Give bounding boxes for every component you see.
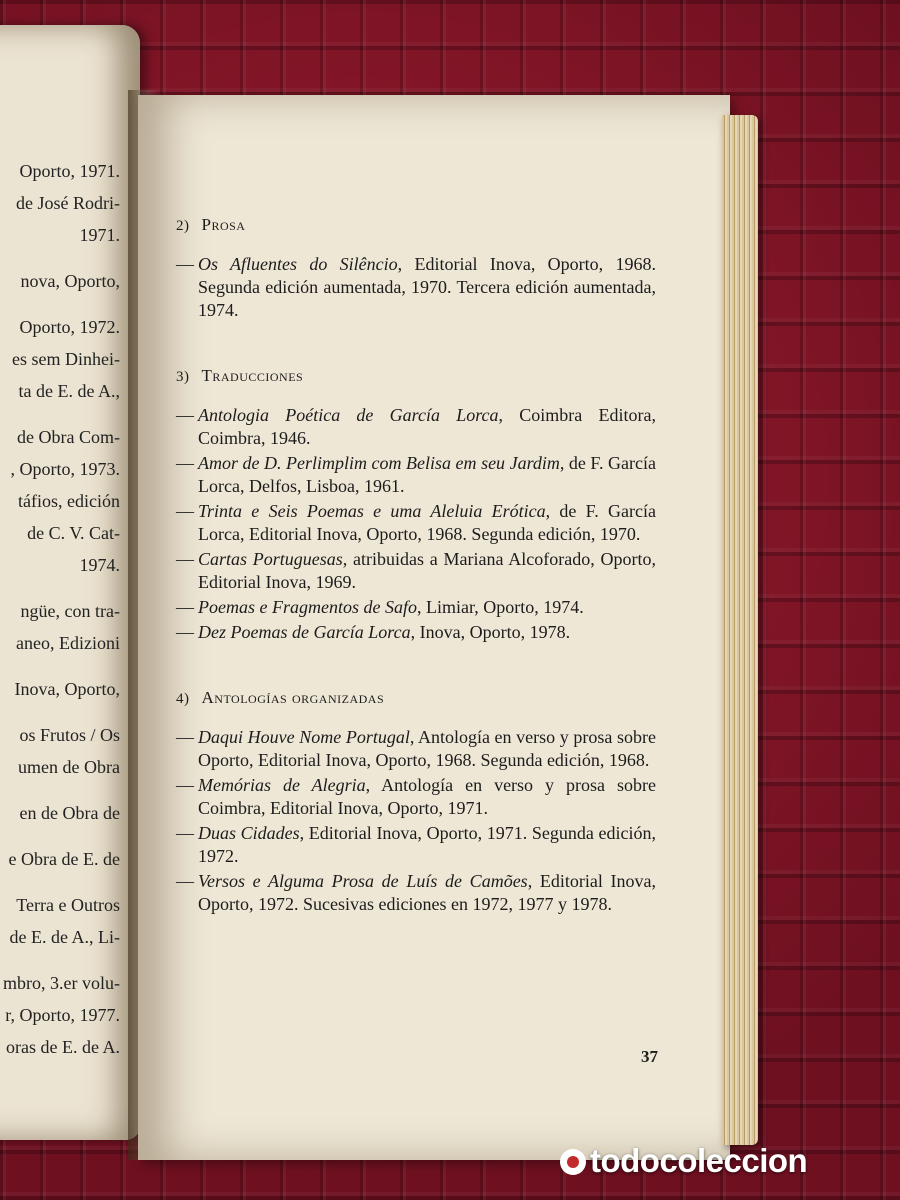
bibliography-entry [176,870,656,916]
entry-dash: — [176,775,194,795]
left-page-line: 1971. [79,225,120,245]
entry-dash: — [176,254,194,274]
entry-dash: — [176,622,194,642]
left-page-line: Oporto, 1971. [19,161,120,181]
entry-title: Trinta e Seis Poemas e uma Aleluia Erótica [198,501,546,521]
watermark-logo [560,1142,807,1180]
entry-details: , Antología en verso y prosa sobre Coimbra, Editorial Inova, Oporto, 1971. [198,775,656,818]
left-page-line: 1974. [79,555,120,575]
left-page-line: e Obra de E. de [8,849,120,869]
entry-details: , de F. García Lorca, Editorial Inova, Oporto, 1968. Segunda edición, 1970. [198,501,656,544]
section-heading [176,366,656,386]
left-page-line: os Frutos / Os [19,725,120,745]
entry-details: , de F. García Lorca, Delfos, Lisboa, 1961. [198,453,656,496]
entry-details: , Editorial Inova, Oporto, 1971. Segunda edición, 1972. [198,823,656,866]
section-title: Prosa [201,215,246,234]
watermark-logo-icon [560,1149,586,1175]
entry-details: , Editorial Inova, Oporto, 1972. Sucesivas ediciones en 1972, 1977 y 1978. [198,871,656,914]
left-page-text [0,155,132,1063]
left-page-line: nova, Oporto, [20,271,120,291]
section-title: Traducciones [201,366,304,385]
entry-dash: — [176,453,194,473]
left-page-line: aneo, Edizioni [16,633,120,653]
bibliography-entry [176,822,656,868]
left-page-line: de C. V. Cat- [27,523,120,543]
left-page-line: de Obra Com- [17,427,120,447]
section-title: Antologías organizadas [201,688,385,707]
left-page-line: Inova, Oporto, [14,679,120,699]
entry-dash: — [176,823,194,843]
bibliography-entry [176,500,656,546]
page-edges [722,115,758,1145]
entry-dash: — [176,549,194,569]
entry-dash: — [176,871,194,891]
section-heading [176,215,656,235]
entry-title: Antologia Poética de García Lorca [198,405,499,425]
entry-title: Poemas e Fragmentos de Safo [198,597,417,617]
left-page-line: , Oporto, 1973. [10,459,120,479]
left-page-line: oras de E. de A. [6,1037,120,1057]
bibliography-entry [176,596,656,619]
section-number: 2) [176,218,190,234]
entry-title: Amor de D. Perlimplim com Belisa em seu Jardim [198,453,560,473]
entry-dash: — [176,597,194,617]
entry-title: Cartas Portuguesas [198,549,343,569]
left-page-line: Oporto, 1972. [19,317,120,337]
left-page-line: táfios, edición [18,491,120,511]
entry-title: Versos e Alguma Prosa de Luís de Camões [198,871,528,891]
entry-details: , atribuidas a Mariana Alcoforado, Oporto, Editorial Inova, 1969. [198,549,656,592]
entry-dash: — [176,501,194,521]
entry-title: Duas Cidades [198,823,300,843]
section-number: 4) [176,691,190,707]
entry-details: , Coimbra Editora, Coimbra, 1946. [198,405,656,448]
section-heading [176,688,656,708]
entry-details: , Inova, Oporto, 1978. [410,622,571,642]
left-page-line: de José Rodri- [16,193,120,213]
section [176,366,656,644]
bibliography-entry [176,774,656,820]
entry-details: , Editorial Inova, Oporto, 1968. Segunda edición aumentada, 1970. Tercera edición aumentada, 1974. [198,254,656,320]
bibliography-entry [176,253,656,322]
entry-title: Dez Poemas de García Lorca [198,622,411,642]
bibliography-content [176,215,656,960]
left-page-line: mbro, 3.er volu- [3,973,120,993]
page-number: 37 [641,1047,658,1066]
bibliography-entry [176,621,656,644]
watermark-text: todocoleccion [590,1142,808,1179]
bibliography-entry [176,452,656,498]
left-page-line: r, Oporto, 1977. [5,1005,120,1025]
section [176,215,656,322]
left-page-line: Terra e Outros [16,895,120,915]
entry-title: Daqui Houve Nome Portugal [198,727,410,747]
left-page-line: umen de Obra [18,757,120,777]
entry-details: , Antología en verso y prosa sobre Oporto, Editorial Inova, Oporto, 1968. Segunda edición, 1968. [198,727,656,770]
left-page-line: de E. de A., Li- [9,927,120,947]
section-number: 3) [176,369,190,385]
right-page [138,95,730,1160]
entry-title: Memórias de Alegria [198,775,366,795]
entry-title: Os Afluentes do Silêncio [198,254,398,274]
entry-dash: — [176,405,194,425]
left-page-line: ta de E. de A., [18,381,120,401]
left-page-line: en de Obra de [19,803,120,823]
entry-details: , Limiar, Oporto, 1974. [416,597,584,617]
bibliography-entry [176,404,656,450]
left-page [0,25,140,1140]
entry-dash: — [176,727,194,747]
left-page-line: ngüe, con tra- [20,601,120,621]
bibliography-entry [176,726,656,772]
section [176,688,656,916]
bibliography-entry [176,548,656,594]
left-page-line: es sem Dinhei- [12,349,120,369]
